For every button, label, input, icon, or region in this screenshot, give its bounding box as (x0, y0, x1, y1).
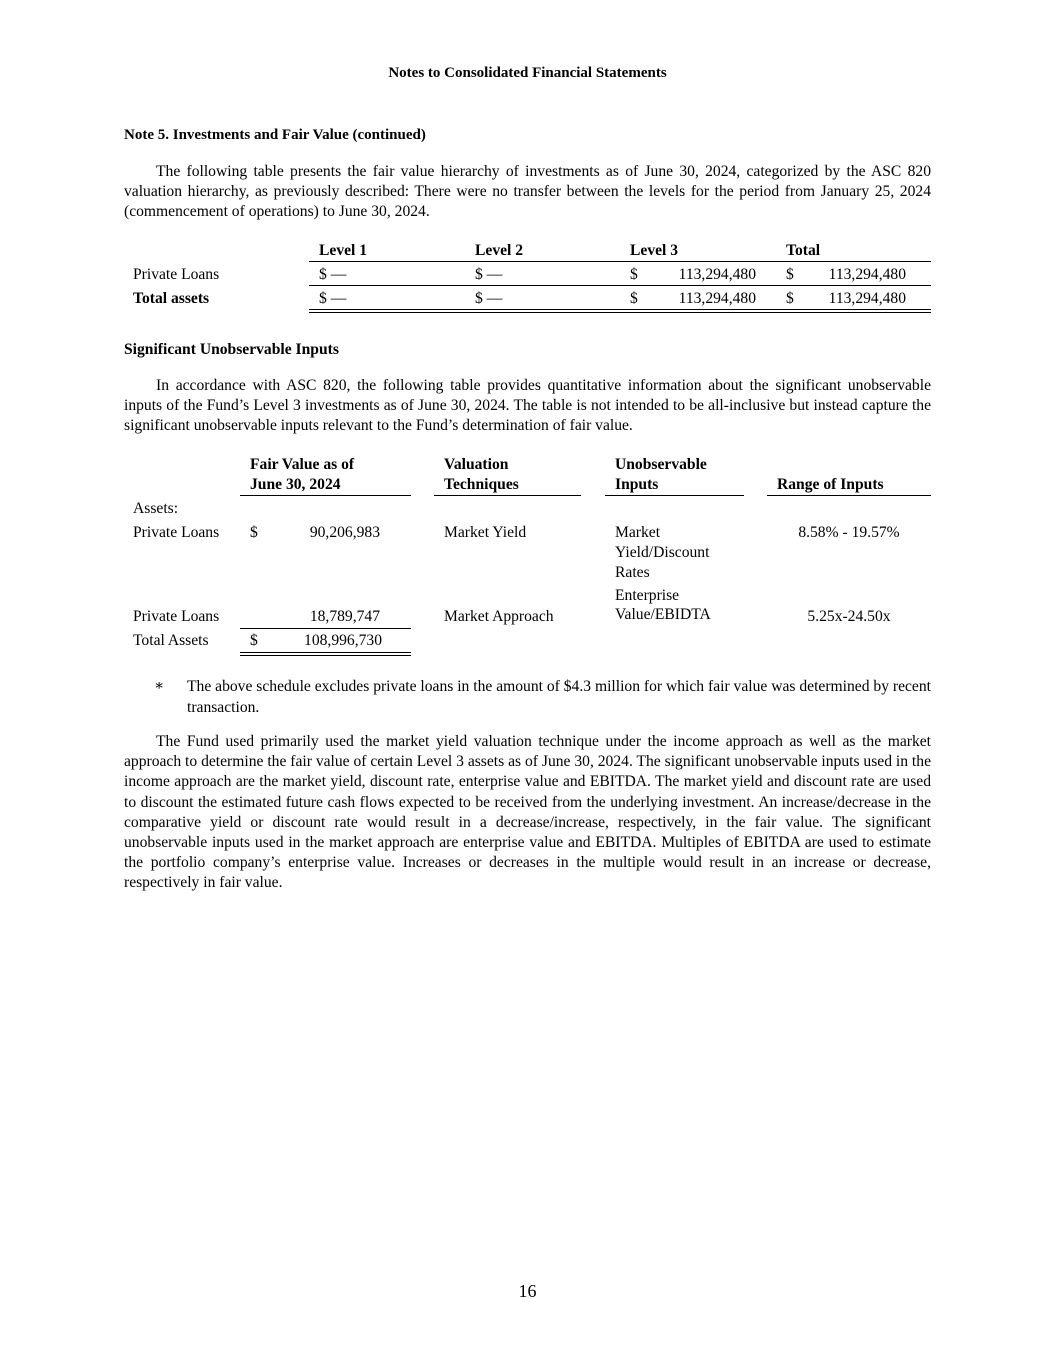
row-label: Private Loans (133, 524, 220, 541)
header-rule (309, 261, 931, 262)
currency-symbol: $ (786, 266, 794, 283)
input-line2: Value/EBIDTA (615, 606, 711, 623)
header-range: Range of Inputs (777, 476, 884, 493)
currency-symbol: $ (786, 290, 794, 307)
input-line1: Enterprise (615, 587, 680, 604)
assets-label: Assets: (133, 500, 179, 517)
total-value: 113,294,480 (828, 290, 906, 307)
header-fair-value-line2: June 30, 2024 (250, 476, 341, 493)
level1-value: $ — (319, 290, 347, 307)
header-inputs-line2: Inputs (615, 476, 659, 493)
header-technique-line2: Techniques (444, 476, 519, 493)
level2-value: $ — (475, 266, 503, 283)
page-number: 16 (518, 1281, 537, 1301)
range-of-inputs: 5.25x-24.50x (807, 608, 891, 625)
row-label: Total assets (133, 290, 210, 307)
level3-value: 113,294,480 (678, 266, 756, 283)
header-level-1: Level 1 (319, 242, 368, 259)
level3-value: 113,294,480 (678, 290, 756, 307)
header-fair-value-line1: Fair Value as of (250, 456, 355, 473)
sui-paragraph: In accordance with ASC 820, the following table provides quantitative information about the significant unobservable inputs of the Fund’s Level 3 investments as of June 30, 2024. The table is not intended to be all-inclusive but instead capture the significant unobservable inputs relevant to the Fund’s determination of fair value. (124, 377, 931, 435)
currency-symbol: $ (630, 290, 638, 307)
level2-value: $ — (475, 290, 503, 307)
header-rule (240, 495, 411, 496)
total-fair-value: 108,996,730 (304, 632, 382, 649)
header-level-3: Level 3 (630, 242, 679, 259)
double-rule-bottom (309, 312, 931, 313)
double-rule-bottom (240, 655, 411, 656)
note-title: Note 5. Investments and Fair Value (continued) (124, 127, 426, 143)
row-label: Total Assets (133, 632, 209, 649)
row-label: Private Loans (133, 266, 220, 283)
section-title: Significant Unobservable Inputs (124, 341, 339, 358)
header-rule (767, 495, 931, 496)
footnote-text: The above schedule excludes private loans in the amount of $4.3 million for which fair value was determined by recent transaction. (187, 678, 931, 716)
valuation-technique: Market Approach (444, 608, 554, 625)
input-line1: Market (615, 524, 661, 541)
page-header: Notes to Consolidated Financial Statements (388, 65, 667, 81)
closing-paragraph: The Fund used primarily used the market yield valuation technique under the income approach as well as the market approach to determine the fair value of certain Level 3 assets as of June 30, 2024. The significant unobservable inputs used in the income approach are the market yield, discount rate, enterprise value and EBITDA. The market yield and discount rate are used to discount the estimated future cash flows expected to be received from the underlying investment. An increase/decrease in the comparative yield or discount rate would result in a decrease/increase, respectively, in the fair value. The significant unobservable inputs used in the market approach are enterprise value and EBITDA. Multiples of EBITDA are used to estimate the portfolio company’s enterprise value. Increases or decreases in the multiple would result in an increase or decrease, respectively in fair value. (124, 733, 931, 892)
header-rule (434, 495, 581, 496)
header-rule (605, 495, 744, 496)
header-total: Total (786, 242, 821, 259)
currency-symbol: $ (250, 632, 258, 649)
header-level-2: Level 2 (475, 242, 524, 259)
footnote-marker: ∗ (154, 678, 165, 694)
level1-value: $ — (319, 266, 347, 283)
valuation-technique: Market Yield (444, 524, 527, 541)
double-rule-top (309, 309, 931, 310)
row-rule (309, 285, 931, 286)
intro-paragraph: The following table presents the fair value hierarchy of investments as of June 30, 2024, categorized by the ASC 820 valuation hierarchy, as previously described: There were no transfer between the levels for the period from January 25, 2024 (commencement of operations) to June 30, 2024. (124, 163, 931, 221)
input-line3: Rates (615, 564, 650, 581)
range-of-inputs: 8.58% - 19.57% (798, 524, 900, 541)
currency-symbol: $ (250, 524, 258, 541)
total-value: 113,294,480 (828, 266, 906, 283)
currency-symbol: $ (630, 266, 638, 283)
header-technique-line1: Valuation (444, 456, 509, 473)
fair-value: 90,206,983 (309, 524, 380, 541)
input-line2: Yield/Discount (615, 544, 710, 561)
fair-value: 18,789,747 (309, 608, 380, 625)
header-inputs-line1: Unobservable (615, 456, 707, 473)
double-rule-top (240, 652, 411, 653)
row-label: Private Loans (133, 608, 220, 625)
row-rule (240, 628, 411, 629)
